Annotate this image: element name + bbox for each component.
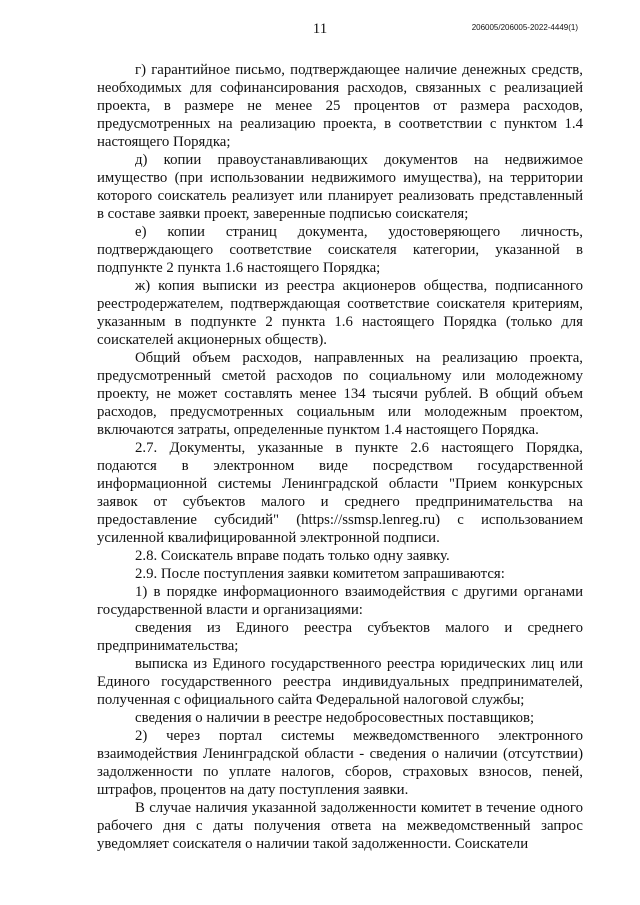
paragraph-shareholder-register: ж) копия выписки из реестра акционеров общества, подписанного реестродержателем, подтверждающая соответствие соискателя критериям, указанным в подпункте 2 пункта 1.6 настоящего Порядка (только для соискателей акционерных обществ). bbox=[97, 278, 583, 348]
paragraph-debt-notification: В случае наличия указанной задолженности комитет в течение одного рабочего дня с даты получения ответа на межведомственный запрос уведомляет соискателя о наличии такой задолженности. Соискатели bbox=[97, 800, 583, 852]
paragraph-2-8: 2.8. Соискатель вправе подать только одну заявку. bbox=[135, 548, 450, 564]
paragraph-sme-register: сведения из Единого реестра субъектов малого и среднего предпринимательства; bbox=[97, 620, 583, 654]
paragraph-unfair-suppliers: сведения о наличии в реестре недобросовестных поставщиков; bbox=[135, 710, 535, 726]
paragraph-title-documents: д) копии правоустанавливающих документов на недвижимое имущество (при использовании недвижимого имущества), на территории которого соискатель реализует или планирует реализовать представленный в составе заявки проект, заверенные подписью соискателя; bbox=[97, 152, 583, 222]
document-body bbox=[97, 61, 583, 853]
page-number: 11 bbox=[312, 21, 328, 37]
paragraph-egrul-extract: выписка из Единого государственного реестра юридических лиц или Единого государственного реестра индивидуальных предпринимателей, полученная с официального сайта Федеральной налоговой службы; bbox=[97, 656, 583, 708]
document-code: 206005/206005-2022-4449(1) bbox=[471, 23, 578, 32]
paragraph-interaction: 1) в порядке информационного взаимодействия с другими органами государственной власти и организациями: bbox=[97, 584, 583, 618]
paragraph-identity-copies: е) копии страниц документа, удостоверяющего личность, подтверждающего соответствие соискателя категории, указанной в подпункте 2 пункта 1.6 настоящего Порядка; bbox=[97, 224, 583, 276]
paragraph-tax-debt: 2) через портал системы межведомственного электронного взаимодействия Ленинградской области - сведения о наличии (отсутствии) задолженности по уплате налогов, сборов, страховых взносов, пеней, штрафов, процентов на дату поступления заявки. bbox=[97, 728, 583, 798]
paragraph-2-7: 2.7. Документы, указанные в пункте 2.6 настоящего Порядка, подаются в электронном виде посредством государственной информационной системы Ленинградской области "Прием конкурсных заявок от субъектов малого и среднего предпринимательства на предоставление субсидий" (https://ssmsp.lenreg.ru) с использованием усиленной квалифицированной электронной подписи. bbox=[97, 440, 583, 546]
paragraph-guarantee-letter: г) гарантийное письмо, подтверждающее наличие денежных средств, необходимых для софинансирования расходов, связанных с реализацией проекта, в размере не менее 25 процентов от размера расходов, предусмотренных на реализацию проекта, в соответствии с пунктом 1.4 настоящего Порядка; bbox=[97, 62, 583, 150]
paragraph-total-expenses: Общий объем расходов, направленных на реализацию проекта, предусмотренный сметой расходов по социальному или молодежному проекту, не может составлять менее 134 тысячи рублей. В общий объем расходов, предусмотренных социальным или молодежным проектом, включаются затраты, определенные пунктом 1.4 настоящего Порядка. bbox=[97, 350, 583, 438]
paragraph-2-9: 2.9. После поступления заявки комитетом запрашиваются: bbox=[135, 566, 505, 582]
